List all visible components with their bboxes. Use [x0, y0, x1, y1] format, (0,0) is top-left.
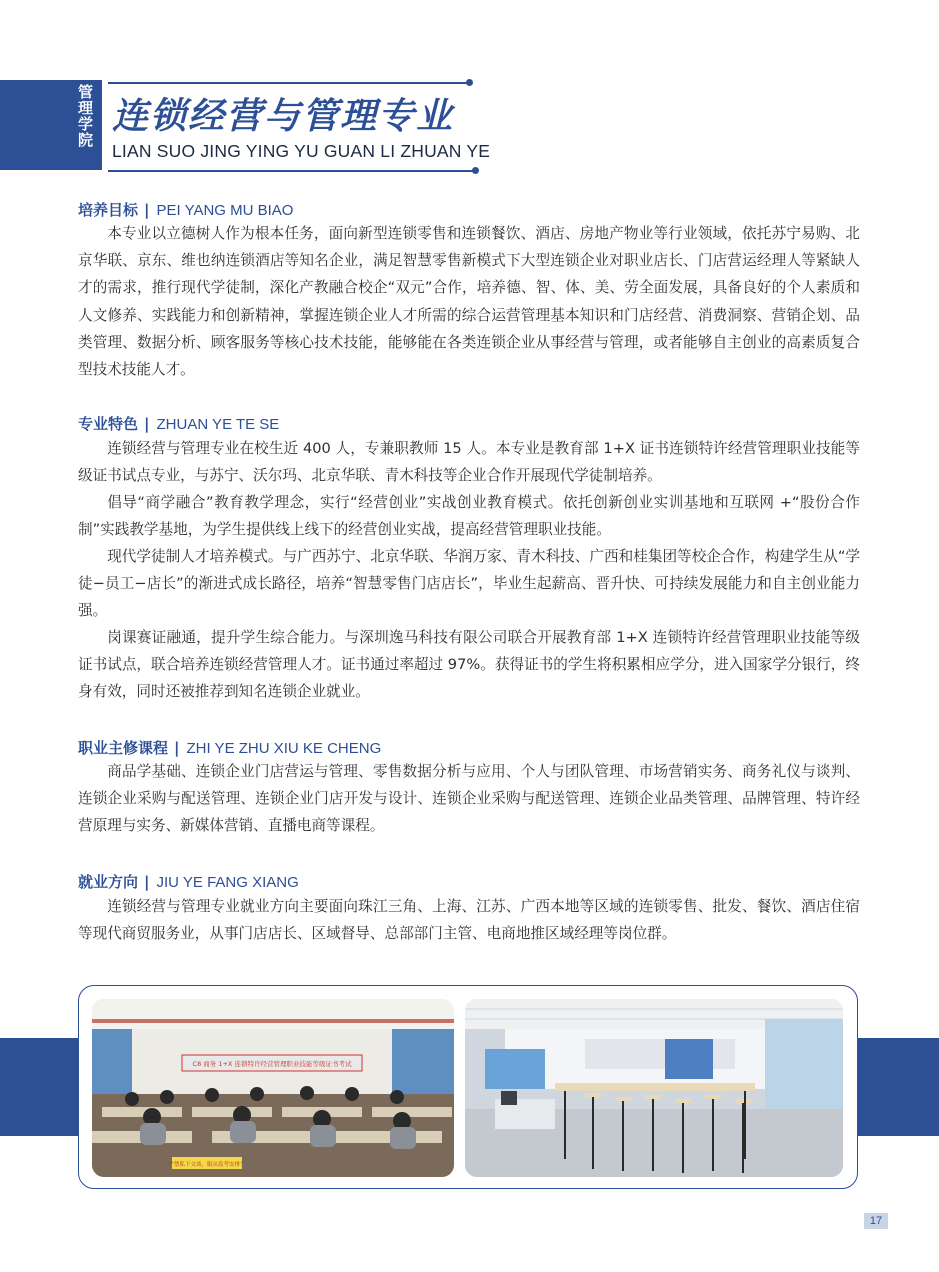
- paragraph: 倡导“商学融合”教育教学理念，实行“经营创业”实战创业教育模式。依托创新创业实训基地和互联网 +“股份合作制”实践教学基地，为学生提供线上线下的经营创业实战，提高经营管理职业技能。: [78, 494, 860, 539]
- section-heading-cn: 专业特色: [78, 415, 139, 433]
- desk-sign-text: 严禁私下交谈，服从监考安排！: [168, 1162, 246, 1168]
- section-heading-pinyin: ZHUAN YE TE SE: [156, 416, 280, 433]
- paragraph: 本专业以立德树人作为根本任务，面向新型连锁零售和连锁餐饮、酒店、房地产物业等行业领域，依托苏宁易购、北京华联、京东、维也纳连锁酒店等知名企业，满足智慧零售新模式下大型连锁企业对职业店长、门店营运经理人等紧缺人才的需求，推行现代学徒制，深化产教融合校企“双元”合作，培养德、智、体、美、劳全面发展，具备良好的个人素质和人文修养、实践能力和创新精神，掌握连锁企业人才所需的综合运营管理基本知识和门店经营、消费洞察、营销企划、品类管理、数据分析、顾客服务等核心技术技能，能够能在各类连锁企业从事经营与管理，或者能够自主创业的高素质复合型技术技能人才。: [78, 225, 860, 379]
- section-heading-pinyin: PEI YANG MU BIAO: [156, 202, 294, 219]
- title-rule-top-dot: [466, 79, 473, 86]
- heading-divider: |: [144, 201, 150, 219]
- page-number: 17: [864, 1213, 888, 1229]
- heading-divider: |: [144, 415, 150, 433]
- decor-band-left: [0, 1038, 86, 1136]
- heading-divider: |: [144, 873, 150, 891]
- decor-band-right: [857, 1038, 939, 1136]
- section-heading-cn: 就业方向: [78, 873, 139, 891]
- section-heading-training-goal: [78, 199, 293, 220]
- college-label: 管理学院: [76, 84, 94, 148]
- section-heading-pinyin: JIU YE FANG XIANG: [156, 874, 299, 891]
- section-heading-cn: 职业主修课程: [78, 739, 169, 757]
- page-title: 连锁经营与管理专业: [112, 96, 455, 137]
- exam-banner-text: C8 商务 1+X 连锁特许经营管理职业技能等级证书考试: [192, 1060, 352, 1068]
- section-heading-courses: [78, 737, 381, 758]
- title-rule-bottom: [108, 170, 476, 172]
- section-heading-cn: 培养目标: [78, 201, 139, 219]
- training-room-photo: [465, 999, 843, 1177]
- paragraph: 连锁经营与管理专业就业方向主要面向珠江三角、上海、江苏、广西本地等区域的连锁零售、批发、餐饮、酒店住宿等现代商贸服务业，从事门店店长、区域督导、总部部门主管、电商地推区域经理等岗位群。: [78, 898, 860, 943]
- paragraph: 商品学基础、连锁企业门店营运与管理、零售数据分析与应用、个人与团队管理、市场营销实务、商务礼仪与谈判、连锁企业采购与配送管理、连锁企业门店开发与设计、连锁企业采购与配送管理、连锁企业品类管理、品牌管理、特许经营原理与实务、新媒体营销、直播电商等课程。: [78, 763, 860, 835]
- paragraph: 岗课赛证融通，提升学生综合能力。与深圳逸马科技有限公司联合开展教育部 1+X 连锁特许经营管理职业技能等级证书试点，联合培养连锁经营管理人才。证书通过率超过 97%。获得证书的学生将积累相应学分，进入国家学分银行，终身有效，同时还被推荐到知名连锁企业就业。: [78, 629, 860, 701]
- heading-divider: |: [174, 739, 180, 757]
- section-heading-pinyin: ZHI YE ZHU XIU KE CHENG: [186, 740, 382, 757]
- section-heading-employment: [78, 871, 299, 892]
- title-rule-top: [108, 82, 470, 84]
- paragraph: 现代学徒制人才培养模式。与广西苏宁、北京华联、华润万家、青木科技、广西和桂集团等校企合作，构建学生从“学徒−员工−店长”的渐进式成长路径，培养“智慧零售门店店长”，毕业生起薪高、晋升快、可持续发展能力和自主创业能力强。: [78, 548, 860, 620]
- title-rule-bottom-dot: [472, 167, 479, 174]
- page-title-pinyin: LIAN SUO JING YING YU GUAN LI ZHUAN YE: [112, 141, 491, 161]
- classroom-exam-photo: [92, 999, 454, 1177]
- paragraph: 连锁经营与管理专业在校生近 400 人，专兼职教师 15 人。本专业是教育部 1+X 证书连锁特许经营管理职业技能等级证书试点专业，与苏宁、沃尔玛、北京华联、青木科技等企业合作开展现代学徒制培养。: [78, 440, 860, 485]
- section-heading-features: [78, 413, 279, 434]
